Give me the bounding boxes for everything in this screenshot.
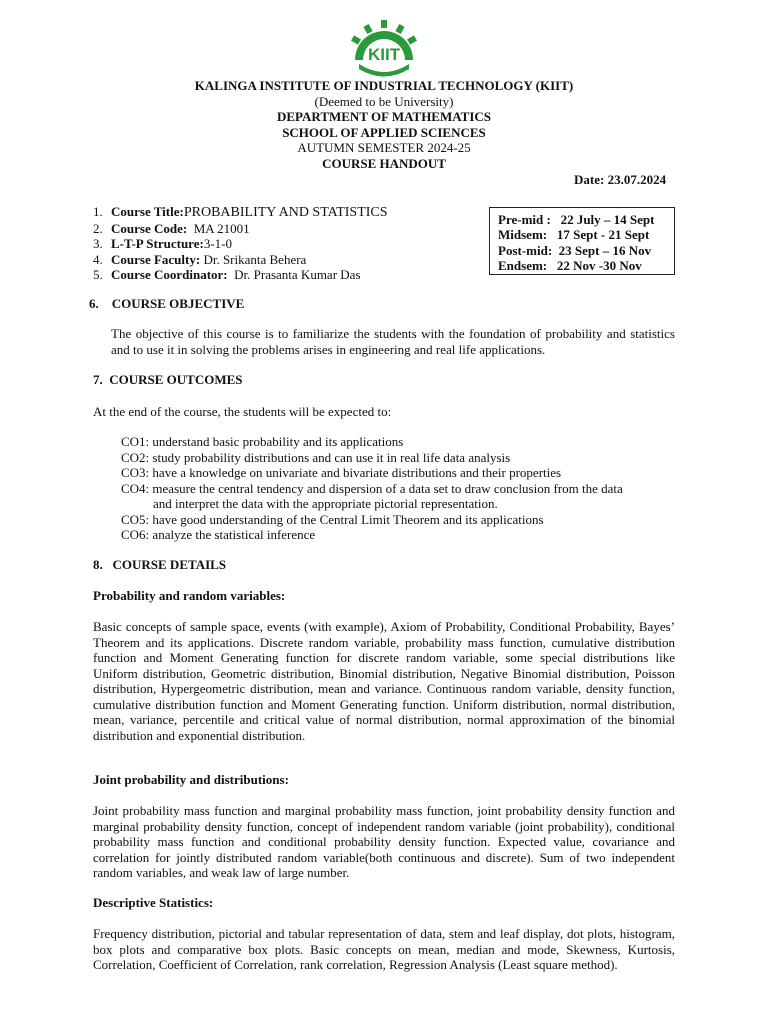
schedule-label: Pre-mid : bbox=[498, 212, 551, 227]
item-label: Course Faculty: bbox=[111, 251, 201, 267]
schedule-label: Endsem: bbox=[498, 257, 548, 273]
section-title-probability: Probability and random variables: bbox=[93, 588, 286, 603]
semester-label: AUTUMN SEMESTER 2024-25 bbox=[297, 140, 471, 155]
item-number: 1. bbox=[93, 204, 103, 219]
item-label: Course Coordinator: bbox=[111, 267, 228, 282]
objective-text: The objective of this course is to familiarize the students with the foundation of probability and statistics and to use it in solving the problems arises in engineering and real life applications. bbox=[111, 326, 675, 357]
schedule-value: 17 Sept - 21 Sept bbox=[556, 227, 650, 243]
outcome-item: CO2: study probability distributions and can use it in real life data analysis bbox=[121, 449, 511, 465]
document-header bbox=[0, 78, 768, 171]
section-text-descriptive: Frequency distribution, pictorial and tabular representation of data, stem and leaf display, dot plots, histogram, box plots and comparative box plots. Basic concepts on mean, median and mode, Skewness, Kurtosis, Correlation, Coefficient of Correlation, rank correlation, Regression Analysis (Least square method). bbox=[93, 926, 675, 972]
item-label: L-T-P Structure: bbox=[111, 236, 204, 251]
item-number: 2. bbox=[93, 220, 103, 236]
course-info-list bbox=[93, 204, 388, 283]
schedule-label: Post-mid: bbox=[498, 242, 553, 258]
schedule-value: 22 Nov -30 Nov bbox=[556, 257, 642, 273]
exam-schedule-box bbox=[489, 207, 675, 275]
item-label: Course Code: bbox=[111, 220, 188, 236]
objective-heading: 6. COURSE OBJECTIVE bbox=[89, 296, 245, 311]
handout-date: Date: 23.07.2024 bbox=[574, 172, 667, 187]
item-value: Dr. Prasanta Kumar Das bbox=[227, 267, 361, 282]
outcome-item: CO5: have good understanding of the Central Limit Theorem and its applications bbox=[121, 511, 544, 527]
outcome-item: CO1: understand basic probability and its applications bbox=[121, 434, 404, 449]
item-number: 3. bbox=[93, 236, 103, 251]
outcome-item: CO4: measure the central tendency and dispersion of a data set to draw conclusion from the data bbox=[121, 480, 623, 496]
schedule-label: Midsem: bbox=[498, 227, 548, 243]
item-number: 5. bbox=[93, 267, 103, 282]
schedule-row bbox=[498, 243, 674, 258]
department-name: DEPARTMENT OF MATHEMATICS bbox=[276, 109, 492, 124]
section-text-probability: Basic concepts of sample space, events (with example), Axiom of Probability, Conditional Probability, Bayes’ Theorem and its applications. Discrete random variable, probability mass function, cumulative distribution function and Moment Generating function for discrete random variable, some special distributions like Uniform distribution, Geometric distribution, Binomial distribution, Negative Binomial distribution, Poisson distribution, Hypergeometric distribution, mean and variance. Continuous random variable, density function, cumulative distribution function and Moment Generating function. Uniform distribution, normal distribution, mean, variance, percentile and critical value of normal distribution, normal approximation of the binomial distribution and exponential distribution. bbox=[93, 619, 675, 743]
course-info-item bbox=[93, 267, 388, 283]
schedule-row bbox=[498, 227, 674, 242]
section-title-descriptive: Descriptive Statistics: bbox=[93, 895, 214, 910]
schedule-value: 23 Sept – 16 Nov bbox=[558, 242, 652, 258]
course-info-item bbox=[93, 252, 388, 268]
schedule-row bbox=[498, 258, 674, 273]
outcomes-list bbox=[121, 434, 681, 543]
outcome-item: CO3: have a knowledge on univariate and bivariate distributions and their properties bbox=[121, 465, 562, 480]
course-info-item bbox=[93, 204, 388, 221]
outcome-item: CO6: analyze the statistical inference bbox=[121, 527, 316, 542]
item-value: 3-1-0 bbox=[203, 236, 232, 251]
institute-name: KALINGA INSTITUTE OF INDUSTRIAL TECHNOLOGY (KIIT) bbox=[194, 78, 574, 93]
item-value: PROBABILITY AND STATISTICS bbox=[183, 205, 388, 220]
outcomes-intro: At the end of the course, the students will be expected to: bbox=[93, 404, 392, 419]
outcome-item-continuation: and interpret the data with the appropriate pictorial representation. bbox=[153, 496, 498, 511]
outcomes-heading: 7. COURSE OUTCOMES bbox=[93, 372, 243, 387]
deemed-university: (Deemed to be University) bbox=[314, 93, 454, 109]
course-info-item bbox=[93, 236, 388, 252]
item-value: MA 21001 bbox=[187, 220, 250, 236]
school-name: SCHOOL OF APPLIED SCIENCES bbox=[282, 124, 486, 140]
schedule-value: 22 July – 14 Sept bbox=[560, 212, 655, 227]
course-info-item bbox=[93, 221, 388, 237]
item-number: 4. bbox=[93, 251, 103, 267]
section-text-joint: Joint probability mass function and marginal probability mass function, joint probability density function and marginal probability density function, concept of independent random variable (joint probability), conditional probability mass function and conditional probability density function. Expected value, covariance and correlation for jointly distributed random variable(both continuous and discrete). Sum of two independent random variables, and weak law of large number. bbox=[93, 803, 675, 880]
item-value: Dr. Srikanta Behera bbox=[200, 251, 307, 267]
section-title-joint: Joint probability and distributions: bbox=[93, 772, 289, 787]
kiit-logo bbox=[345, 20, 423, 78]
item-label: Course Title: bbox=[111, 204, 184, 219]
schedule-row bbox=[498, 212, 674, 227]
details-heading: 8. COURSE DETAILS bbox=[93, 557, 227, 572]
logo-wordmark: KIIT bbox=[367, 45, 401, 64]
handout-title: COURSE HANDOUT bbox=[322, 155, 446, 171]
